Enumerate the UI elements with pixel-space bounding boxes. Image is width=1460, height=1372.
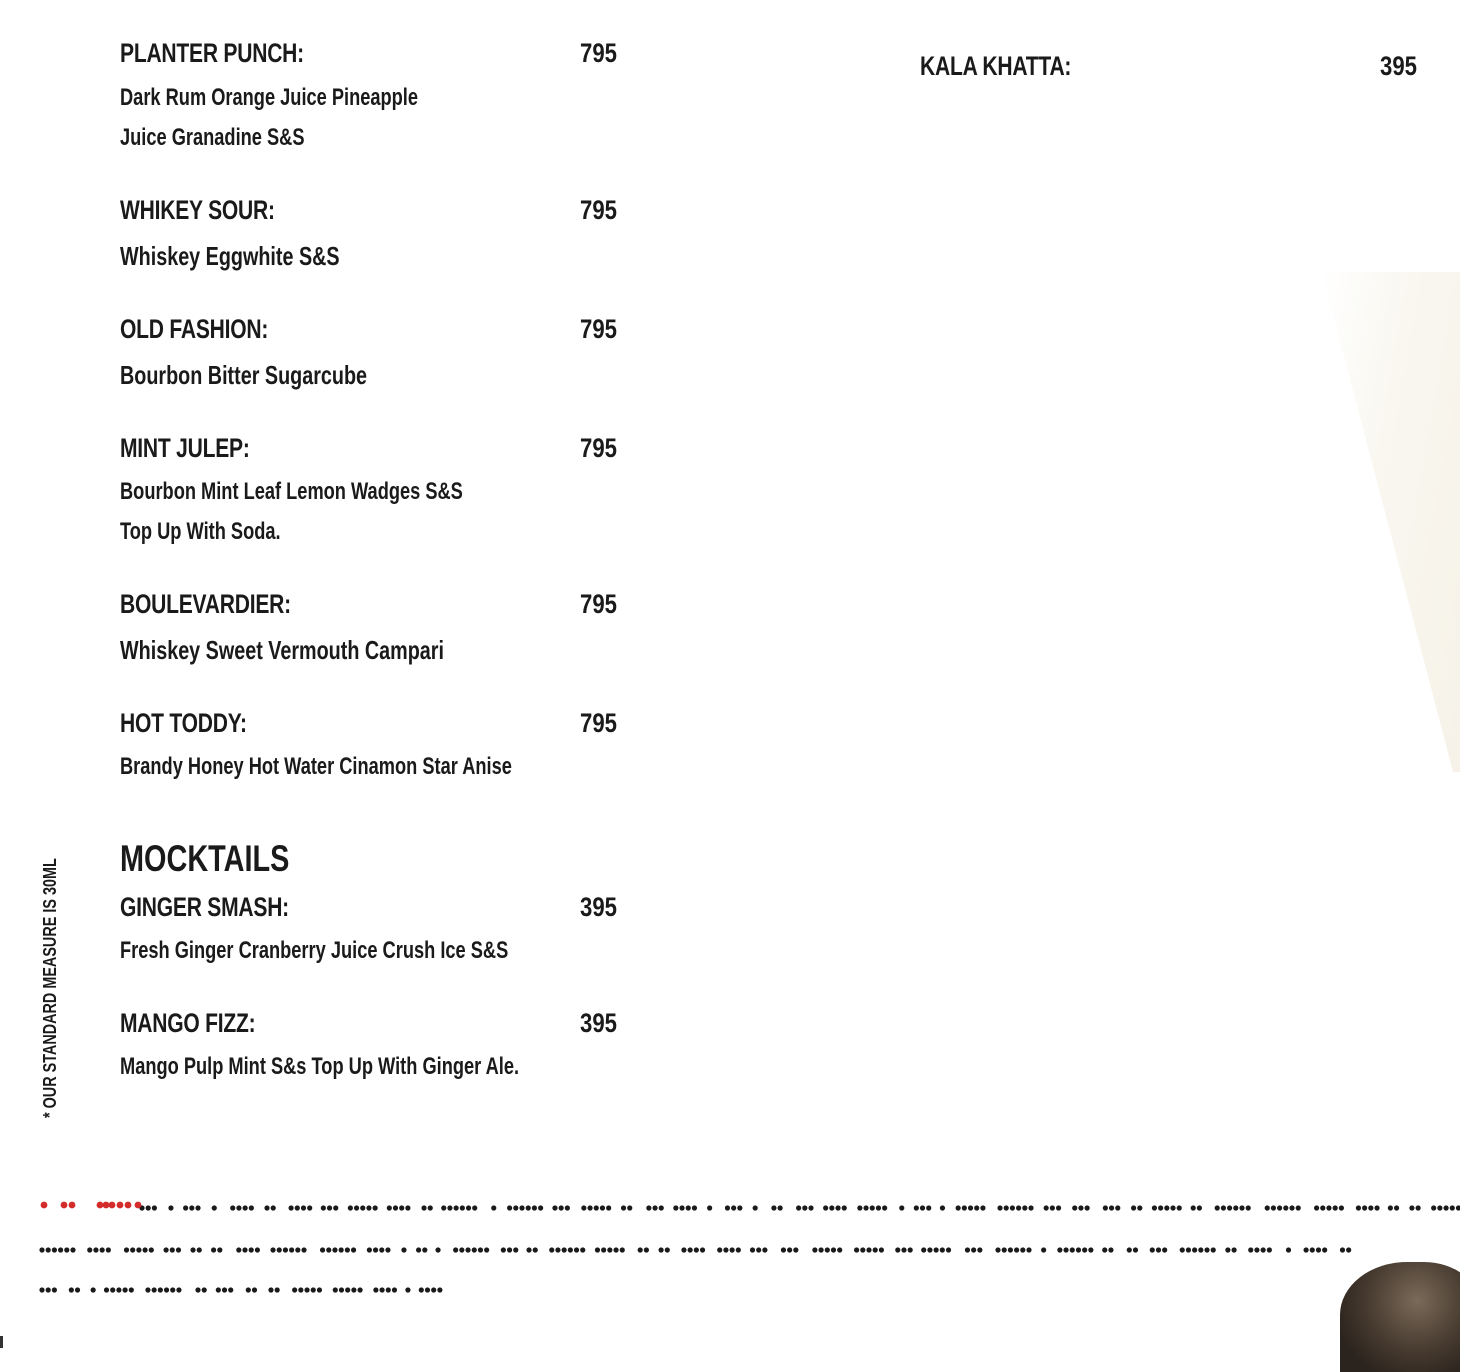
item-price-ginger-smash: 395 [580, 892, 617, 922]
item-desc-boulevardier: Whiskey Sweet Vermouth Campari [120, 635, 444, 665]
item-desc-mint-julep-line-1: Bourbon Mint Leaf Lemon Wadges S&S [120, 478, 463, 505]
item-desc-whikey-sour: Whiskey Eggwhite S&S [120, 241, 340, 271]
item-desc-hot-toddy: Brandy Honey Hot Water Cinamon Star Anise [120, 753, 512, 780]
item-name-mint-julep: MINT JULEP: [120, 433, 250, 463]
item-name-mango-fizz: MANGO FIZZ: [120, 1008, 256, 1038]
item-price-kala-khatta: 395 [1380, 51, 1417, 81]
item-price-mango-fizz: 395 [580, 1008, 617, 1038]
item-price-boulevardier: 795 [580, 589, 617, 619]
item-price-mint-julep: 795 [580, 433, 617, 463]
item-price-whikey-sour: 795 [580, 195, 617, 225]
item-desc-old-fashion: Bourbon Bitter Sugarcube [120, 360, 368, 390]
standard-measure-note: * OUR STANDARD MEASURE IS 30ML [40, 858, 60, 1118]
item-name-hot-toddy: HOT TODDY: [120, 708, 247, 738]
section-title-mocktails: MOCKTAILS [120, 838, 290, 879]
item-desc-ginger-smash: Fresh Ginger Cranberry Juice Crush Ice S&S [120, 937, 509, 964]
item-name-planter-punch: PLANTER PUNCH: [120, 38, 304, 68]
accent-dots [41, 1202, 142, 1209]
item-desc-planter-punch-line-1: Dark Rum Orange Juice Pineapple [120, 84, 419, 111]
item-desc-mint-julep-line-2: Top Up With Soda. [120, 518, 281, 545]
item-name-kala-khatta: KALA KHATTA: [920, 51, 1072, 81]
decorative-dotted-lines [38, 1196, 1460, 1306]
decorative-dark-object [1340, 1262, 1460, 1372]
corner-mark [0, 1336, 3, 1348]
item-name-whikey-sour: WHIKEY SOUR: [120, 195, 275, 225]
item-desc-planter-punch-line-2: Juice Granadine S&S [120, 124, 305, 151]
decorative-background-wedge [1322, 272, 1460, 772]
dotted-line-2 [39, 1247, 1351, 1252]
dotted-line-3 [39, 1287, 442, 1292]
item-name-boulevardier: BOULEVARDIER: [120, 589, 291, 619]
item-name-old-fashion: OLD FASHION: [120, 314, 269, 344]
item-price-planter-punch: 795 [580, 38, 617, 68]
item-price-old-fashion: 795 [580, 314, 617, 344]
item-name-ginger-smash: GINGER SMASH: [120, 892, 289, 922]
item-price-hot-toddy: 795 [580, 708, 617, 738]
dotted-line-1 [139, 1205, 1460, 1210]
item-desc-mango-fizz: Mango Pulp Mint S&s Top Up With Ginger Ale. [120, 1053, 520, 1080]
